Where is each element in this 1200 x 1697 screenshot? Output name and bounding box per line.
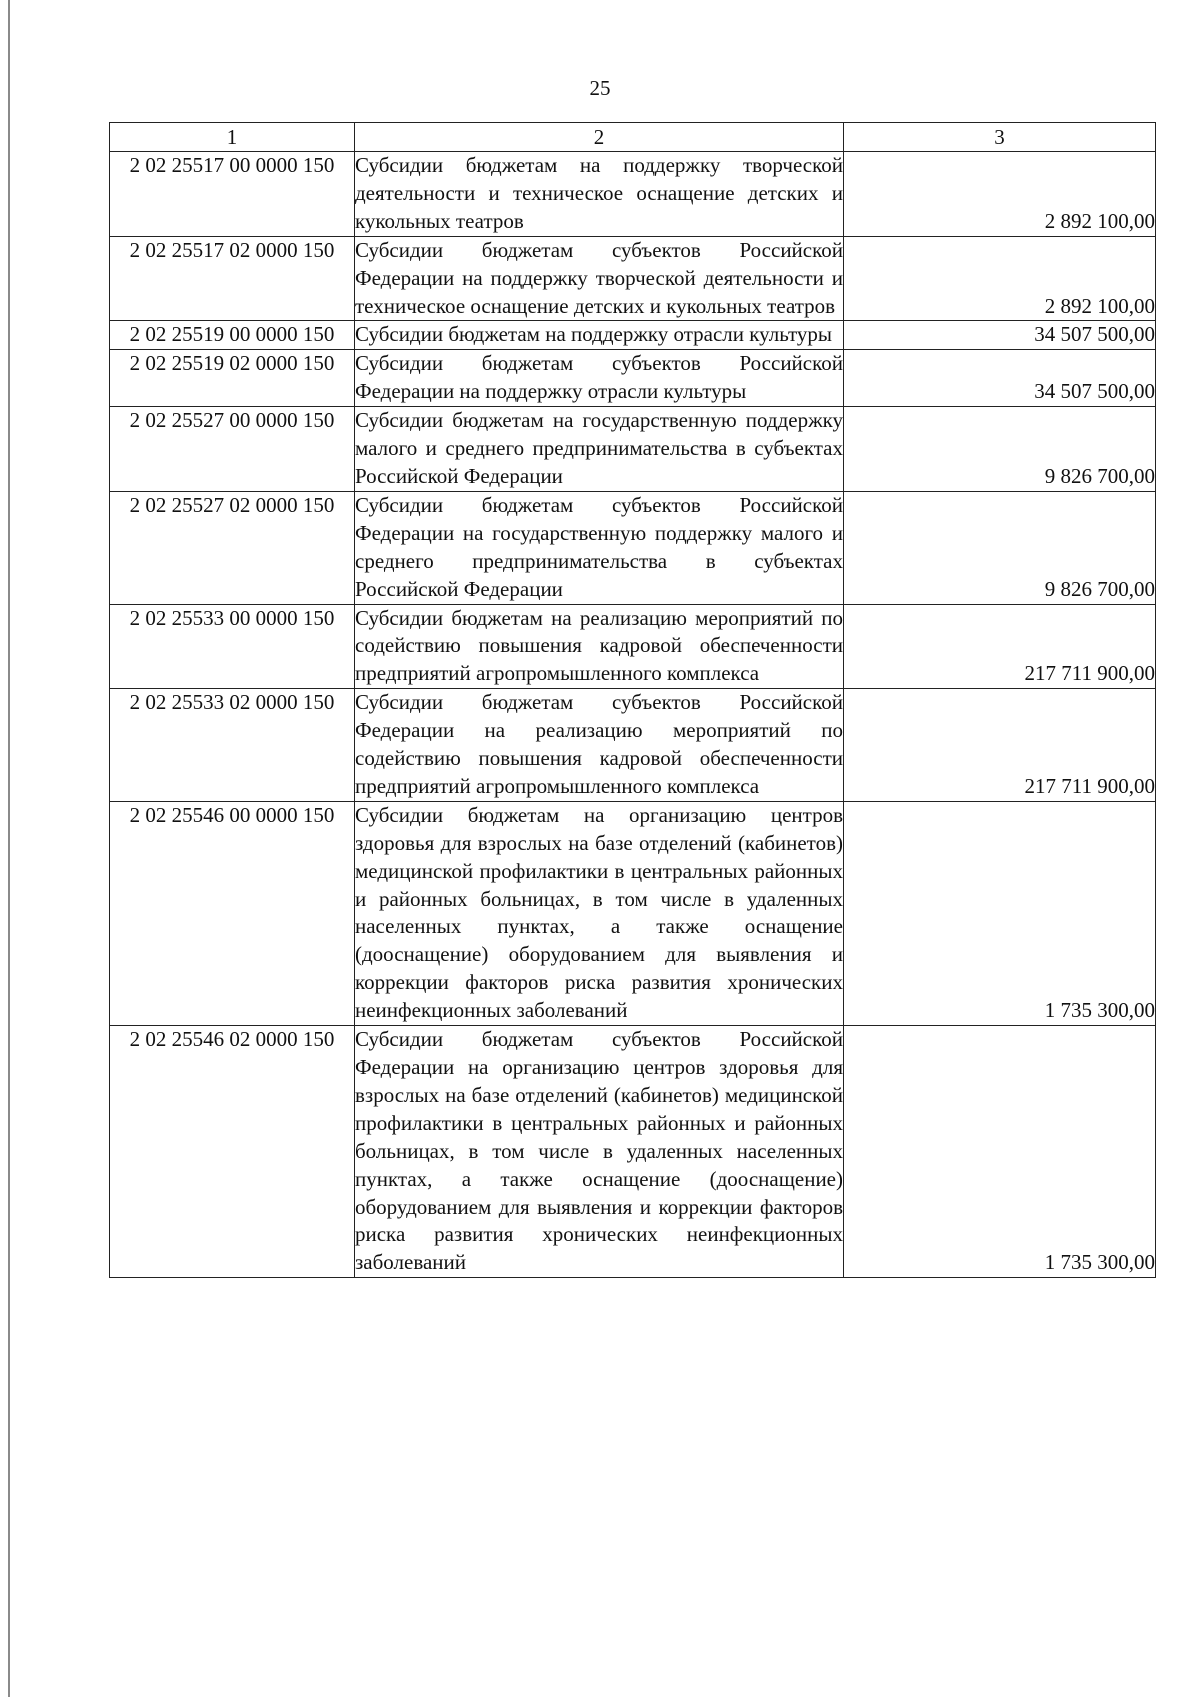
- row-description: Субсидии бюджетам субъектов Российской Федерации на организацию центров здоровья для взрослых на базе отделений (кабинетов) медицинской профилактики в центральных районных и районных больницах, в том числе в удаленных населенных пунктах, а также оснащение (дооснащение) оборудованием для выявления и коррекции факторов риска развития хронических неинфекционных заболеваний: [355, 1026, 844, 1278]
- row-amount: 217 711 900,00: [844, 689, 1156, 802]
- table-row: [110, 350, 1156, 407]
- row-description: Субсидии бюджетам на поддержку творческой деятельности и техническое оснащение детских и кукольных театров: [355, 152, 844, 237]
- column-header-description: 2: [355, 123, 844, 152]
- row-code: 2 02 25527 02 0000 150: [110, 491, 355, 604]
- table-header-row: [110, 123, 1156, 152]
- row-amount: 217 711 900,00: [844, 604, 1156, 689]
- row-amount: 34 507 500,00: [844, 321, 1156, 350]
- table-row: [110, 689, 1156, 802]
- row-description: Субсидии бюджетам на организацию центров здоровья для взрослых на базе отделений (кабинетов) медицинской профилактики в центральных районных и районных больницах, в том числе в удаленных населенных пунктах, а также оснащение (дооснащение) оборудованием для выявления и коррекции факторов риска развития хронических неинфекционных заболеваний: [355, 801, 844, 1025]
- table-row: [110, 604, 1156, 689]
- budget-table: [109, 122, 1156, 1278]
- row-code: 2 02 25546 00 0000 150: [110, 801, 355, 1025]
- page-number: 25: [589, 76, 611, 100]
- row-code: 2 02 25533 00 0000 150: [110, 604, 355, 689]
- row-description: Субсидии бюджетам на государственную поддержку малого и среднего предпринимательства в субъектах Российской Федерации: [355, 407, 844, 492]
- row-description: Субсидии бюджетам субъектов Российской Федерации на поддержку творческой деятельности и техническое оснащение детских и кукольных театров: [355, 236, 844, 321]
- row-amount: 1 735 300,00: [844, 1026, 1156, 1278]
- row-code: 2 02 25519 00 0000 150: [110, 321, 355, 350]
- row-amount: 9 826 700,00: [844, 491, 1156, 604]
- row-description: Субсидии бюджетам субъектов Российской Федерации на поддержку отрасли культуры: [355, 350, 844, 407]
- row-description: Субсидии бюджетам субъектов Российской Федерации на государственную поддержку малого и среднего предпринимательства в субъектах Российской Федерации: [355, 491, 844, 604]
- row-code: 2 02 25519 02 0000 150: [110, 350, 355, 407]
- page-edge-line: [8, 0, 10, 1697]
- table-row: [110, 407, 1156, 492]
- row-amount: 2 892 100,00: [844, 152, 1156, 237]
- column-header-code: 1: [110, 123, 355, 152]
- table-row: [110, 152, 1156, 237]
- row-description: Субсидии бюджетам на реализацию мероприятий по содействию повышения кадровой обеспеченности предприятий агропромышленного комплекса: [355, 604, 844, 689]
- row-amount: 34 507 500,00: [844, 350, 1156, 407]
- row-amount: 9 826 700,00: [844, 407, 1156, 492]
- row-code: 2 02 25533 02 0000 150: [110, 689, 355, 802]
- table-row: [110, 236, 1156, 321]
- table-row: [110, 491, 1156, 604]
- row-code: 2 02 25546 02 0000 150: [110, 1026, 355, 1278]
- row-code: 2 02 25517 00 0000 150: [110, 152, 355, 237]
- row-amount: 1 735 300,00: [844, 801, 1156, 1025]
- table-row: [110, 801, 1156, 1025]
- row-code: 2 02 25517 02 0000 150: [110, 236, 355, 321]
- row-code: 2 02 25527 00 0000 150: [110, 407, 355, 492]
- table-row: [110, 1026, 1156, 1278]
- row-description: Субсидии бюджетам субъектов Российской Федерации на реализацию мероприятий по содействию повышения кадровой обеспеченности предприятий агропромышленного комплекса: [355, 689, 844, 802]
- row-amount: 2 892 100,00: [844, 236, 1156, 321]
- table-row: [110, 321, 1156, 350]
- column-header-amount: 3: [844, 123, 1156, 152]
- row-description: Субсидии бюджетам на поддержку отрасли культуры: [355, 321, 844, 350]
